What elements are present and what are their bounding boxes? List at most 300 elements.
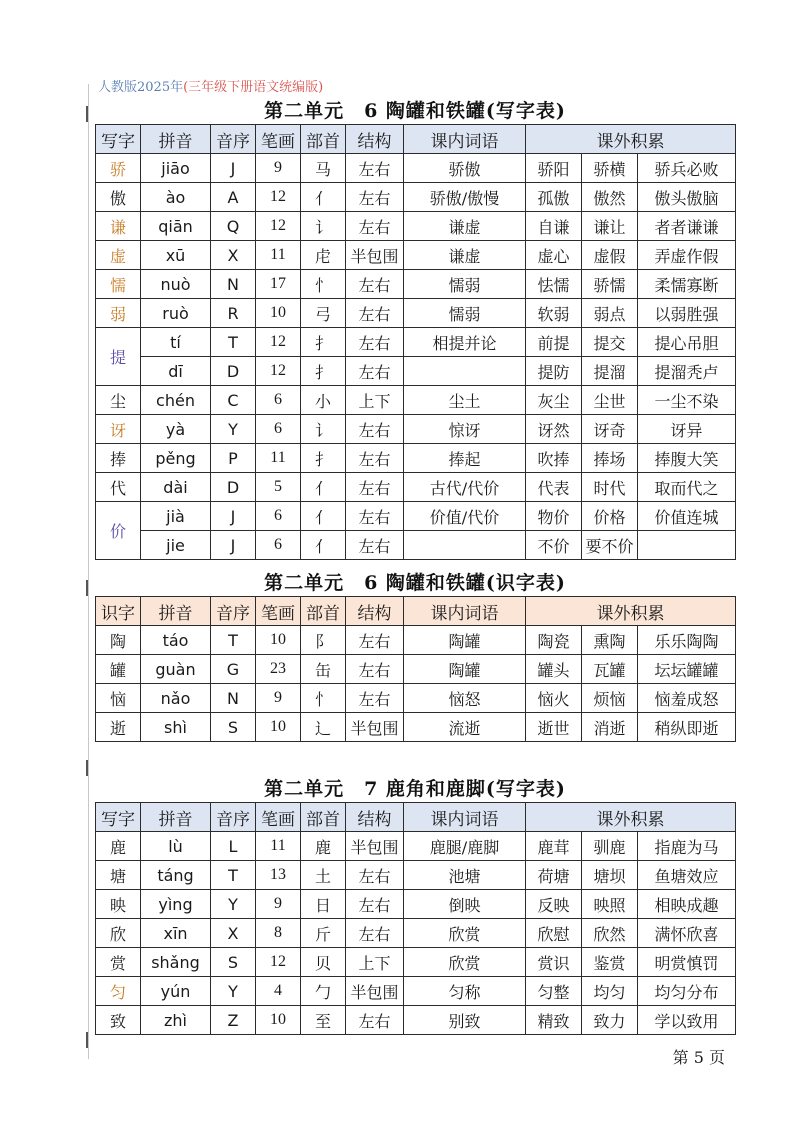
radical-cell: 扌	[301, 328, 346, 357]
char-cell: 谦	[96, 212, 141, 241]
pinyin-cell: yà	[141, 415, 211, 444]
extra-word-cell: 谦让	[582, 212, 638, 241]
margin-tick	[86, 1032, 93, 1048]
structure-cell: 左右	[346, 890, 404, 919]
table-row	[96, 684, 736, 713]
strokes-cell: 11	[256, 444, 301, 473]
words-cell: 谦虚	[404, 241, 526, 270]
strokes-cell: 12	[256, 212, 301, 241]
table-row	[96, 919, 736, 948]
table-row	[96, 270, 736, 299]
index-cell: P	[211, 444, 256, 473]
pinyin-cell: dī	[141, 357, 211, 386]
index-cell: C	[211, 386, 256, 415]
extra-word-cell: 灰尘	[526, 386, 582, 415]
extra-word-cell: 欣然	[582, 919, 638, 948]
extra-word-cell: 骄懦	[582, 270, 638, 299]
structure-cell: 左右	[346, 357, 404, 386]
radical-cell: 亻	[301, 531, 346, 560]
index-cell: G	[211, 655, 256, 684]
extra-word-cell: 欣慰	[526, 919, 582, 948]
structure-cell: 半包围	[346, 713, 404, 742]
table-row	[96, 183, 736, 212]
structure-cell: 左右	[346, 655, 404, 684]
structure-cell: 左右	[346, 154, 404, 183]
structure-cell: 左右	[346, 299, 404, 328]
extra-word-cell: 恼羞成怒	[638, 684, 736, 713]
structure-cell: 上下	[346, 386, 404, 415]
extra-word-cell: 弱点	[582, 299, 638, 328]
extra-word-cell: 弄虚作假	[638, 241, 736, 270]
column-header: 音序	[211, 597, 256, 626]
table-row	[96, 832, 736, 861]
extra-word-cell: 驯鹿	[582, 832, 638, 861]
table-row	[96, 531, 736, 560]
column-header: 音序	[211, 803, 256, 832]
table-row	[96, 154, 736, 183]
words-cell: 骄傲	[404, 154, 526, 183]
char-cell: 弱	[96, 299, 141, 328]
words-cell: 匀称	[404, 977, 526, 1006]
extra-word-cell: 恼火	[526, 684, 582, 713]
extra-word-cell: 不价	[526, 531, 582, 560]
table-row	[96, 357, 736, 386]
index-cell: N	[211, 684, 256, 713]
extra-word-cell: 柔懦寡断	[638, 270, 736, 299]
extra-word-cell: 罐头	[526, 655, 582, 684]
words-cell: 陶罐	[404, 626, 526, 655]
section-title-1: 第二单元 6 陶罐和铁罐(写字表)	[264, 100, 566, 122]
extra-word-cell: 讶然	[526, 415, 582, 444]
structure-cell: 左右	[346, 328, 404, 357]
table-row	[96, 328, 736, 357]
extra-word-cell: 骄阳	[526, 154, 582, 183]
radical-cell: 勹	[301, 977, 346, 1006]
extra-word-cell: 精致	[526, 1006, 582, 1035]
pinyin-cell: jie	[141, 531, 211, 560]
extra-word-cell: 明赏慎罚	[638, 948, 736, 977]
char-cell: 逝	[96, 713, 141, 742]
structure-cell: 左右	[346, 919, 404, 948]
strokes-cell: 17	[256, 270, 301, 299]
extra-word-cell: 稍纵即逝	[638, 713, 736, 742]
radical-cell: 缶	[301, 655, 346, 684]
section-title-2: 第二单元 6 陶罐和铁罐(识字表)	[264, 572, 566, 594]
table-row	[96, 977, 736, 1006]
extra-word-cell: 提防	[526, 357, 582, 386]
extra-word-cell: 烦恼	[582, 684, 638, 713]
radical-cell: 忄	[301, 270, 346, 299]
char-cell: 尘	[96, 386, 141, 415]
section-title-3: 第二单元 7 鹿角和鹿脚(写字表)	[264, 778, 566, 800]
index-cell: Z	[211, 1006, 256, 1035]
structure-cell: 左右	[346, 473, 404, 502]
pinyin-cell: pěng	[141, 444, 211, 473]
read-table-lesson6	[95, 596, 736, 742]
radical-cell: 马	[301, 154, 346, 183]
char-cell: 赏	[96, 948, 141, 977]
table-row	[96, 473, 736, 502]
header-row	[96, 803, 736, 832]
index-cell: L	[211, 832, 256, 861]
header-row	[96, 125, 736, 154]
strokes-cell: 12	[256, 357, 301, 386]
extra-word-cell: 荷塘	[526, 861, 582, 890]
index-cell: N	[211, 270, 256, 299]
radical-cell: 讠	[301, 212, 346, 241]
extra-word-cell: 匀整	[526, 977, 582, 1006]
structure-cell: 上下	[346, 948, 404, 977]
column-header: 部首	[301, 803, 346, 832]
words-cell: 恼怒	[404, 684, 526, 713]
char-cell: 致	[96, 1006, 141, 1035]
extra-word-cell: 提心吊胆	[638, 328, 736, 357]
page-number: 第 5 页	[672, 1048, 725, 1067]
extra-word-cell: 塘坝	[582, 861, 638, 890]
extra-word-cell: 傲然	[582, 183, 638, 212]
pinyin-cell: tí	[141, 328, 211, 357]
pinyin-cell: táng	[141, 861, 211, 890]
words-cell: 捧起	[404, 444, 526, 473]
strokes-cell: 11	[256, 832, 301, 861]
pinyin-cell: xīn	[141, 919, 211, 948]
structure-cell: 左右	[346, 531, 404, 560]
index-cell: J	[211, 531, 256, 560]
radical-cell: 扌	[301, 357, 346, 386]
extra-word-cell: 消逝	[582, 713, 638, 742]
extra-word-cell: 前提	[526, 328, 582, 357]
table-row	[96, 444, 736, 473]
extra-word-cell: 怯懦	[526, 270, 582, 299]
table-row	[96, 861, 736, 890]
strokes-cell: 13	[256, 861, 301, 890]
table-row	[96, 948, 736, 977]
structure-cell: 左右	[346, 444, 404, 473]
words-cell: 价值/代价	[404, 502, 526, 531]
table-row	[96, 890, 736, 919]
column-header: 拼音	[141, 803, 211, 832]
structure-cell: 左右	[346, 183, 404, 212]
pinyin-cell: dài	[141, 473, 211, 502]
column-header: 课内词语	[404, 125, 526, 154]
strokes-cell: 10	[256, 1006, 301, 1035]
column-header: 部首	[301, 125, 346, 154]
pinyin-cell: xū	[141, 241, 211, 270]
extra-word-cell: 致力	[582, 1006, 638, 1035]
header-note	[98, 76, 323, 95]
radical-cell: 贝	[301, 948, 346, 977]
strokes-cell: 5	[256, 473, 301, 502]
index-cell: Y	[211, 890, 256, 919]
char-cell: 匀	[96, 977, 141, 1006]
extra-word-cell: 吹捧	[526, 444, 582, 473]
index-cell: D	[211, 473, 256, 502]
edition-label: (三年级下册语文统编版)	[183, 80, 324, 95]
words-cell: 别致	[404, 1006, 526, 1035]
radical-cell: 忄	[301, 684, 346, 713]
extra-word-cell: 捧腹大笑	[638, 444, 736, 473]
column-header: 课内词语	[404, 803, 526, 832]
pinyin-cell: jiāo	[141, 154, 211, 183]
pinyin-cell: nuò	[141, 270, 211, 299]
radical-cell: 亻	[301, 502, 346, 531]
extra-word-cell: 取而代之	[638, 473, 736, 502]
extra-word-cell: 虚假	[582, 241, 638, 270]
structure-cell: 左右	[346, 270, 404, 299]
structure-cell: 半包围	[346, 241, 404, 270]
strokes-cell: 10	[256, 626, 301, 655]
strokes-cell: 23	[256, 655, 301, 684]
pinyin-cell: chén	[141, 386, 211, 415]
radical-cell: 至	[301, 1006, 346, 1035]
index-cell: Y	[211, 977, 256, 1006]
extra-word-cell: 虚心	[526, 241, 582, 270]
extra-word-cell	[638, 531, 736, 560]
radical-cell: 阝	[301, 626, 346, 655]
extra-word-cell: 均匀	[582, 977, 638, 1006]
column-header: 课内词语	[404, 597, 526, 626]
extra-word-cell: 尘世	[582, 386, 638, 415]
index-cell: Y	[211, 415, 256, 444]
extra-word-cell: 鉴赏	[582, 948, 638, 977]
strokes-cell: 10	[256, 299, 301, 328]
column-header: 部首	[301, 597, 346, 626]
extra-word-cell: 赏识	[526, 948, 582, 977]
extra-word-cell: 提交	[582, 328, 638, 357]
extra-word-cell: 以弱胜强	[638, 299, 736, 328]
extra-word-cell: 讶奇	[582, 415, 638, 444]
words-cell	[404, 357, 526, 386]
char-cell: 塘	[96, 861, 141, 890]
words-cell: 懦弱	[404, 270, 526, 299]
extra-word-cell: 捧场	[582, 444, 638, 473]
column-header: 笔画	[256, 125, 301, 154]
radical-cell: 斤	[301, 919, 346, 948]
column-header: 笔画	[256, 803, 301, 832]
words-cell: 惊讶	[404, 415, 526, 444]
strokes-cell: 12	[256, 328, 301, 357]
extra-word-cell: 一尘不染	[638, 386, 736, 415]
radical-cell: 小	[301, 386, 346, 415]
extra-word-cell: 要不价	[582, 531, 638, 560]
char-cell: 罐	[96, 655, 141, 684]
words-cell: 池塘	[404, 861, 526, 890]
column-header: 结构	[346, 597, 404, 626]
write-table-lesson7	[95, 802, 736, 1035]
extra-word-cell: 自谦	[526, 212, 582, 241]
strokes-cell: 9	[256, 154, 301, 183]
structure-cell: 左右	[346, 626, 404, 655]
words-cell: 相提并论	[404, 328, 526, 357]
index-cell: J	[211, 154, 256, 183]
pinyin-cell: yìng	[141, 890, 211, 919]
extra-word-cell: 学以致用	[638, 1006, 736, 1035]
extra-word-cell: 价格	[582, 502, 638, 531]
pinyin-cell: shǎng	[141, 948, 211, 977]
strokes-cell: 6	[256, 415, 301, 444]
extra-word-cell: 物价	[526, 502, 582, 531]
words-cell: 尘土	[404, 386, 526, 415]
pinyin-cell: qiān	[141, 212, 211, 241]
margin-line	[88, 84, 89, 1059]
char-cell: 欣	[96, 919, 141, 948]
radical-cell: 鹿	[301, 832, 346, 861]
radical-cell: 扌	[301, 444, 346, 473]
extra-word-cell: 反映	[526, 890, 582, 919]
extra-word-cell: 满怀欣喜	[638, 919, 736, 948]
index-cell: S	[211, 713, 256, 742]
extra-word-cell: 瓦罐	[582, 655, 638, 684]
char-cell: 捧	[96, 444, 141, 473]
strokes-cell: 4	[256, 977, 301, 1006]
radical-cell: 弓	[301, 299, 346, 328]
pinyin-cell: ruò	[141, 299, 211, 328]
radical-cell: 虍	[301, 241, 346, 270]
radical-cell: 辶	[301, 713, 346, 742]
structure-cell: 左右	[346, 861, 404, 890]
extra-word-cell: 孤傲	[526, 183, 582, 212]
index-cell: T	[211, 328, 256, 357]
pinyin-cell: lù	[141, 832, 211, 861]
extra-word-cell: 均匀分布	[638, 977, 736, 1006]
strokes-cell: 8	[256, 919, 301, 948]
index-cell: J	[211, 502, 256, 531]
radical-cell: 土	[301, 861, 346, 890]
char-cell: 代	[96, 473, 141, 502]
column-header: 写字	[96, 803, 141, 832]
char-cell: 恼	[96, 684, 141, 713]
char-cell: 虚	[96, 241, 141, 270]
column-header: 笔画	[256, 597, 301, 626]
extra-word-cell: 提溜秃卢	[638, 357, 736, 386]
words-cell: 倒映	[404, 890, 526, 919]
index-cell: R	[211, 299, 256, 328]
words-cell: 古代/代价	[404, 473, 526, 502]
extra-word-cell: 鱼塘效应	[638, 861, 736, 890]
extra-word-cell: 坛坛罐罐	[638, 655, 736, 684]
pinyin-cell: guàn	[141, 655, 211, 684]
pinyin-cell: táo	[141, 626, 211, 655]
structure-cell: 左右	[346, 502, 404, 531]
extra-word-cell: 讶异	[638, 415, 736, 444]
extra-word-cell: 相映成趣	[638, 890, 736, 919]
table-row	[96, 241, 736, 270]
index-cell: S	[211, 948, 256, 977]
radical-cell: 亻	[301, 183, 346, 212]
column-header: 写字	[96, 125, 141, 154]
words-cell: 骄傲/傲慢	[404, 183, 526, 212]
margin-tick	[86, 106, 93, 122]
words-cell: 流逝	[404, 713, 526, 742]
index-cell: T	[211, 626, 256, 655]
index-cell: D	[211, 357, 256, 386]
extra-word-cell: 骄兵必败	[638, 154, 736, 183]
pinyin-cell: nǎo	[141, 684, 211, 713]
publisher-label: 人教版2025年	[98, 80, 184, 95]
extra-word-cell: 乐乐陶陶	[638, 626, 736, 655]
table-row	[96, 1006, 736, 1035]
pinyin-cell: yún	[141, 977, 211, 1006]
table-row	[96, 655, 736, 684]
extra-word-cell: 逝世	[526, 713, 582, 742]
extra-word-cell: 提溜	[582, 357, 638, 386]
pinyin-cell: shì	[141, 713, 211, 742]
extra-word-cell: 价值连城	[638, 502, 736, 531]
char-cell: 懦	[96, 270, 141, 299]
table-row	[96, 212, 736, 241]
structure-cell: 左右	[346, 212, 404, 241]
char-cell: 讶	[96, 415, 141, 444]
strokes-cell: 6	[256, 386, 301, 415]
column-header: 结构	[346, 803, 404, 832]
structure-cell: 左右	[346, 684, 404, 713]
extra-word-cell: 鹿茸	[526, 832, 582, 861]
strokes-cell: 9	[256, 684, 301, 713]
table-row	[96, 502, 736, 531]
extra-word-cell: 软弱	[526, 299, 582, 328]
column-header: 课外积累	[526, 125, 736, 154]
index-cell: A	[211, 183, 256, 212]
radical-cell: 亻	[301, 473, 346, 502]
char-cell: 价	[96, 502, 141, 560]
column-header: 课外积累	[526, 803, 736, 832]
words-cell: 谦虚	[404, 212, 526, 241]
words-cell: 欣赏	[404, 919, 526, 948]
strokes-cell: 6	[256, 502, 301, 531]
structure-cell: 左右	[346, 415, 404, 444]
column-header: 课外积累	[526, 597, 736, 626]
table-row	[96, 713, 736, 742]
strokes-cell: 9	[256, 890, 301, 919]
write-table-lesson6	[95, 124, 736, 560]
index-cell: X	[211, 919, 256, 948]
structure-cell: 半包围	[346, 977, 404, 1006]
words-cell: 鹿腿/鹿脚	[404, 832, 526, 861]
char-cell: 傲	[96, 183, 141, 212]
char-cell: 鹿	[96, 832, 141, 861]
index-cell: X	[211, 241, 256, 270]
strokes-cell: 11	[256, 241, 301, 270]
pinyin-cell: zhì	[141, 1006, 211, 1035]
words-cell: 陶罐	[404, 655, 526, 684]
extra-word-cell: 指鹿为马	[638, 832, 736, 861]
pinyin-cell: ào	[141, 183, 211, 212]
strokes-cell: 12	[256, 948, 301, 977]
extra-word-cell: 熏陶	[582, 626, 638, 655]
extra-word-cell: 时代	[582, 473, 638, 502]
char-cell: 映	[96, 890, 141, 919]
structure-cell: 半包围	[346, 832, 404, 861]
radical-cell: 讠	[301, 415, 346, 444]
extra-word-cell: 者者谦谦	[638, 212, 736, 241]
index-cell: T	[211, 861, 256, 890]
char-cell: 提	[96, 328, 141, 386]
pinyin-cell: jià	[141, 502, 211, 531]
column-header: 结构	[346, 125, 404, 154]
column-header: 识字	[96, 597, 141, 626]
extra-word-cell: 映照	[582, 890, 638, 919]
column-header: 拼音	[141, 597, 211, 626]
margin-tick	[86, 580, 93, 596]
header-row	[96, 597, 736, 626]
strokes-cell: 10	[256, 713, 301, 742]
structure-cell: 左右	[346, 1006, 404, 1035]
words-cell: 懦弱	[404, 299, 526, 328]
words-cell: 欣赏	[404, 948, 526, 977]
column-header: 音序	[211, 125, 256, 154]
extra-word-cell: 代表	[526, 473, 582, 502]
strokes-cell: 12	[256, 183, 301, 212]
